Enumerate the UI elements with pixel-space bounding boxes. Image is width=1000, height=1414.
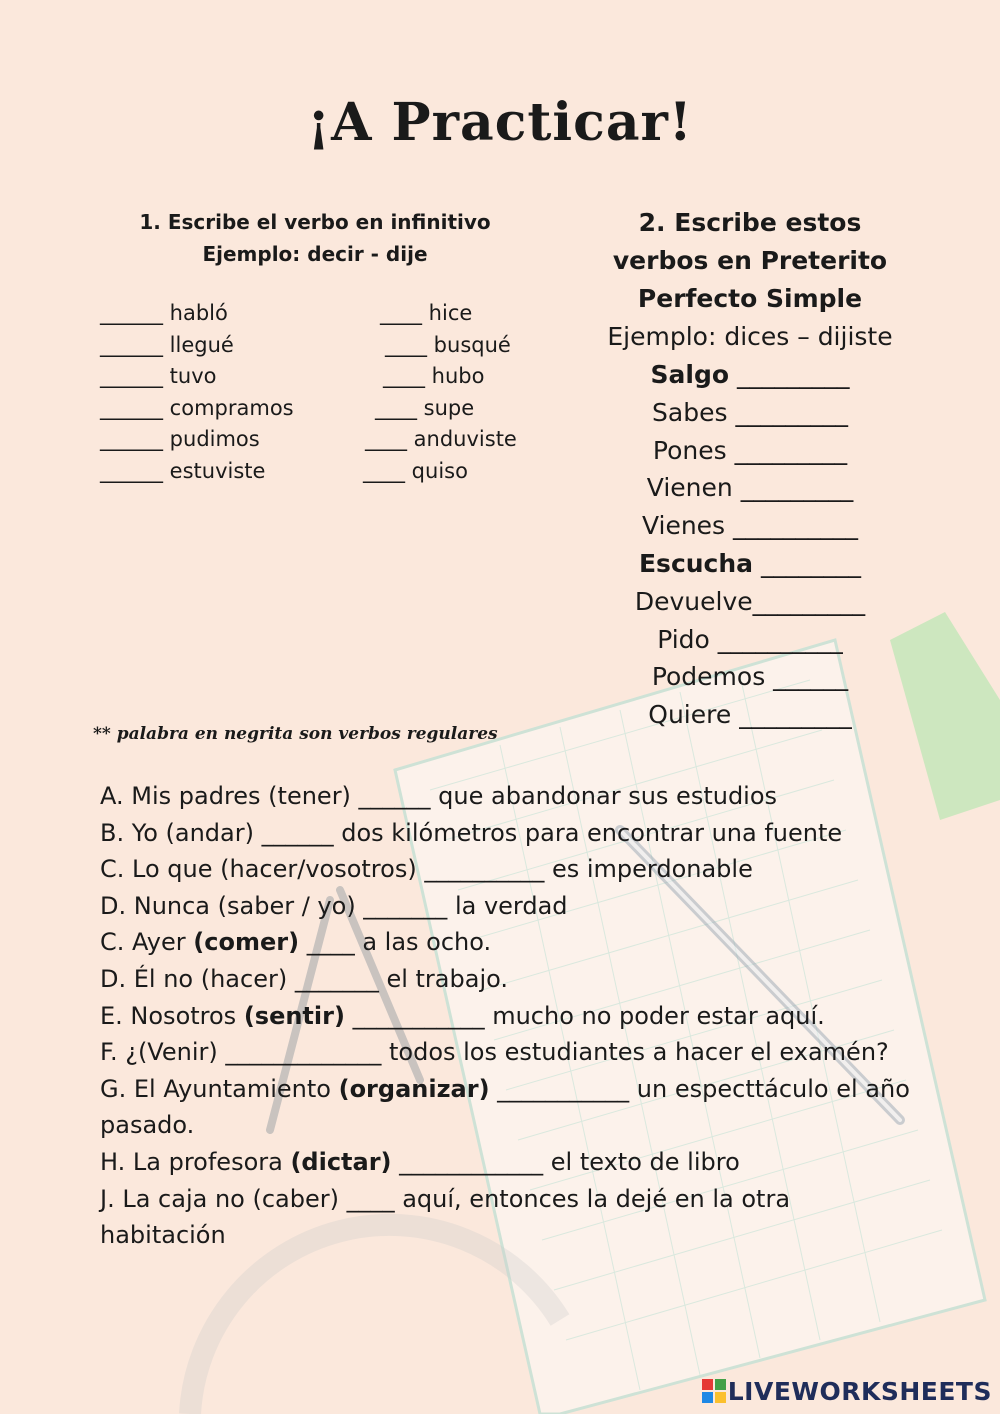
section2-list bbox=[605, 356, 895, 734]
section1-heading-block bbox=[100, 206, 530, 270]
section1-example: Ejemplo: decir - dije bbox=[202, 242, 428, 266]
section2-heading-line: Perfecto Simple bbox=[637, 284, 863, 313]
sentence-list bbox=[100, 778, 920, 1254]
sentence-item[interactable] bbox=[100, 1181, 920, 1254]
sentence-text: H. La profesora bbox=[100, 1147, 291, 1176]
verb-item[interactable] bbox=[605, 696, 895, 734]
sentence-text: C. Ayer bbox=[100, 928, 194, 957]
answer-blank[interactable]: ________ bbox=[753, 548, 861, 578]
sentence-text: F. ¿(Venir) _____________ todos los estudiantes a hacer el examén? bbox=[100, 1038, 889, 1067]
sentence-text: ___________ mucho no poder estar aquí. bbox=[344, 1001, 825, 1030]
sentence-verb-bold: (sentir) bbox=[243, 1001, 345, 1030]
verb-word: Devuelve bbox=[634, 586, 753, 616]
exercise-item[interactable]: ______ llegué bbox=[100, 332, 234, 357]
exercise-item[interactable]: ____ hubo bbox=[383, 364, 485, 389]
sentence-text: E. Nosotros bbox=[100, 1001, 244, 1030]
sentence-item[interactable] bbox=[100, 778, 920, 815]
sentence-item[interactable] bbox=[100, 815, 920, 852]
verb-word: Vienen bbox=[646, 473, 733, 503]
liveworksheets-logo[interactable] bbox=[702, 1377, 992, 1406]
exercise-item[interactable]: ______ compramos bbox=[100, 395, 294, 420]
answer-blank[interactable]: _________ bbox=[732, 473, 854, 503]
answer-blank[interactable]: __________ bbox=[709, 624, 843, 654]
sentence-item[interactable] bbox=[100, 961, 920, 998]
verb-word: Sabes bbox=[652, 397, 728, 427]
verb-word: Escucha bbox=[638, 548, 754, 578]
sentence-text: G. El Ayuntamiento bbox=[100, 1074, 339, 1103]
verb-word: Pones bbox=[652, 435, 727, 465]
verb-item[interactable] bbox=[605, 432, 895, 470]
sentence-item[interactable] bbox=[100, 924, 920, 961]
sentence-item[interactable] bbox=[100, 1071, 920, 1144]
answer-blank[interactable]: __________ bbox=[725, 511, 859, 541]
verb-item[interactable] bbox=[605, 507, 895, 545]
section1-heading: 1. Escribe el verbo en infinitivo bbox=[139, 210, 491, 234]
sentence-verb-bold: (comer) bbox=[193, 928, 300, 957]
liveworksheets-icon bbox=[702, 1379, 726, 1403]
sentence-item[interactable] bbox=[100, 888, 920, 925]
exercise-item[interactable]: ____ quiso bbox=[363, 458, 468, 483]
exercise-item[interactable]: ____ anduviste bbox=[365, 427, 517, 452]
sentence-text: J. La caja no (caber) ____ aquí, entonces la dejé en la otra habitación bbox=[100, 1184, 791, 1250]
sentence-text: B. Yo (andar) ______ dos kilómetros para encontrar una fuente bbox=[100, 818, 843, 847]
exercise-item[interactable]: ______ estuviste bbox=[100, 458, 266, 483]
verb-item[interactable] bbox=[605, 658, 895, 696]
verb-word: Pido bbox=[657, 624, 710, 654]
exercise-item[interactable]: ______ pudimos bbox=[100, 427, 260, 452]
verb-word: Podemos bbox=[651, 662, 766, 692]
sentence-item[interactable] bbox=[100, 1034, 920, 1071]
section2-heading-line: verbos en Preterito bbox=[612, 246, 888, 275]
verb-item[interactable] bbox=[605, 356, 895, 394]
verb-item[interactable] bbox=[605, 545, 895, 583]
answer-blank[interactable]: ______ bbox=[765, 662, 849, 692]
answer-blank[interactable]: _________ bbox=[729, 360, 850, 389]
answer-blank[interactable]: _________ bbox=[726, 435, 848, 465]
verb-word: Salgo bbox=[650, 360, 730, 389]
page-title: ¡A Practicar! bbox=[307, 92, 693, 153]
verb-item[interactable] bbox=[605, 394, 895, 432]
exercise-item[interactable]: ______ tuvo bbox=[100, 364, 217, 389]
answer-blank[interactable]: _________ bbox=[731, 700, 852, 730]
sentence-item[interactable] bbox=[100, 851, 920, 888]
regular-verbs-note: ** palabra en negrita son verbos regulares bbox=[93, 724, 498, 744]
sentence-text: C. Lo que (hacer/vosotros) __________ es imperdonable bbox=[100, 855, 753, 884]
verb-item[interactable] bbox=[605, 583, 895, 621]
exercise-item[interactable]: ____ busqué bbox=[385, 332, 511, 357]
sentence-verb-bold: (dictar) bbox=[290, 1147, 392, 1176]
section1-left-list bbox=[100, 298, 294, 488]
section2-heading bbox=[595, 204, 905, 318]
answer-blank[interactable]: _________ bbox=[752, 586, 866, 616]
sentence-text: D. Él no (hacer) _______ el trabajo. bbox=[100, 964, 508, 993]
answer-blank[interactable]: _________ bbox=[727, 397, 848, 427]
sentence-item[interactable] bbox=[100, 998, 920, 1035]
sentence-text: ____ a las ocho. bbox=[299, 928, 492, 957]
exercise-item[interactable]: ____ hice bbox=[380, 301, 473, 325]
verb-item[interactable] bbox=[605, 469, 895, 507]
sentence-verb-bold: (organizar) bbox=[338, 1074, 490, 1103]
verb-item[interactable] bbox=[605, 621, 895, 659]
section2-example: Ejemplo: dices – dijiste bbox=[607, 322, 893, 351]
sentence-item[interactable] bbox=[100, 1144, 920, 1181]
brand-text: LIVEWORKSHEETS bbox=[727, 1377, 992, 1406]
sentence-text: D. Nunca (saber / yo) _______ la verdad bbox=[100, 891, 568, 920]
section1-right-list bbox=[360, 298, 517, 488]
section2-heading-line: 2. Escribe estos bbox=[638, 208, 862, 237]
exercise-item[interactable]: ______ habló bbox=[100, 301, 228, 325]
exercise-item[interactable]: ____ supe bbox=[375, 395, 475, 420]
sentence-text: ___________ un especttáculo el año pasado. bbox=[100, 1074, 910, 1140]
verb-word: Quiere bbox=[648, 700, 732, 730]
sentence-text: A. Mis padres (tener) ______ que abandonar sus estudios bbox=[100, 782, 778, 810]
sentence-text: ____________ el texto de libro bbox=[391, 1147, 740, 1176]
verb-word: Vienes bbox=[641, 511, 726, 541]
